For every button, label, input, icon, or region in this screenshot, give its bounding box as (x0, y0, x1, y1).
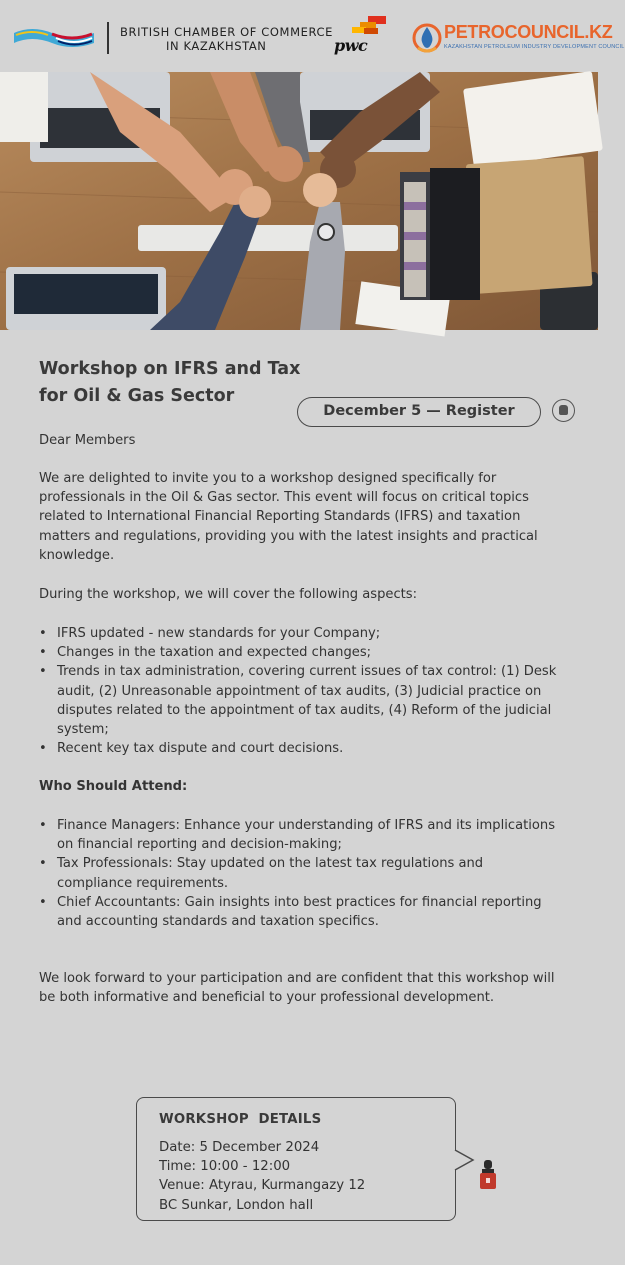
aspects-intro: During the workshop, we will cover the following aspects: (39, 587, 418, 602)
petrocouncil-wordmark: PETROCOUNCIL.KZ (444, 22, 613, 42)
register-button[interactable]: December 5 — Register (297, 397, 541, 427)
details-lines (159, 1138, 365, 1215)
title-line1: Workshop on IFRS and Tax (39, 359, 301, 379)
details-date: Date: 5 December 2024 (159, 1140, 320, 1155)
workshop-details-box (136, 1097, 456, 1221)
callout-pointer-icon (455, 1148, 475, 1172)
list-item: • Trends in tax administration, covering current issues of tax control: (1) Desk audit, (2) Unreasonable appointment of tax audits, (3) Judicial practice on disputes related to the appointment of tax audits, (4) Reform of the judicial system; (39, 662, 559, 739)
guard-badge-icon (479, 1160, 497, 1190)
pwc-logo (334, 16, 392, 56)
uk-kazakhstan-flag-logo (12, 25, 96, 49)
hero-photo-teamwork-fist-bump (0, 72, 598, 330)
bcc-line1: BRITISH CHAMBER OF COMMERCE (120, 25, 333, 39)
pwc-wordmark: pwc (334, 36, 368, 55)
petrocouncil-logo (412, 18, 625, 58)
bcc-logo-text (120, 25, 333, 53)
page-title (39, 356, 319, 410)
logo-separator (107, 22, 109, 54)
greeting: Dear Members (39, 433, 136, 448)
list-item: • IFRS updated - new standards for your Company; (39, 624, 559, 643)
pwc-blocks-icon (334, 16, 392, 38)
who-should-attend-heading: Who Should Attend: (39, 779, 188, 794)
attendees-list (39, 816, 559, 931)
list-item: • Tax Professionals: Stay updated on the latest tax regulations and compliance requirements. (39, 854, 559, 892)
intro-paragraph: We are delighted to invite you to a workshop designed specifically for professionals in the Oil & Gas sector. This event will focus on critical topics related to International Financial Reporting Standards (IFRS) and taxation matters and regulations, providing you with the latest insights and practical knowledge. (39, 471, 538, 563)
aspects-list (39, 624, 559, 758)
list-item: • Changes in the taxation and expected changes; (39, 643, 559, 662)
closing-paragraph: We look forward to your participation and are confident that this workshop will be both informative and beneficial to your professional development. (39, 971, 555, 1006)
details-venue: Venue: Atyrau, Kurmangazy 12 (159, 1178, 366, 1194)
logo-strip (0, 0, 625, 72)
details-time: Time: 10:00 - 12:00 (159, 1159, 291, 1175)
list-item: • Recent key tax dispute and court decisions. (39, 739, 559, 758)
list-item: • Finance Managers: Enhance your understanding of IFRS and its implications on financial reporting and decision-making; (39, 816, 559, 854)
oil-drop-icon (412, 18, 442, 58)
petrocouncil-subtitle: KAZAKHSTAN PETROLEUM INDUSTRY DEVELOPMENT COUNCIL (444, 44, 625, 50)
details-heading: WORKSHOP DETAILS (159, 1112, 322, 1127)
details-hall: BC Sunkar, London hall (159, 1197, 314, 1213)
lock-icon[interactable] (552, 399, 575, 422)
bcc-line2: IN KAZAKHSTAN (166, 39, 267, 53)
list-item: • Chief Accountants: Gain insights into best practices for financial reporting and accounting standards and taxation specifics. (39, 893, 559, 931)
title-line2: for Oil & Gas Sector (39, 386, 235, 406)
